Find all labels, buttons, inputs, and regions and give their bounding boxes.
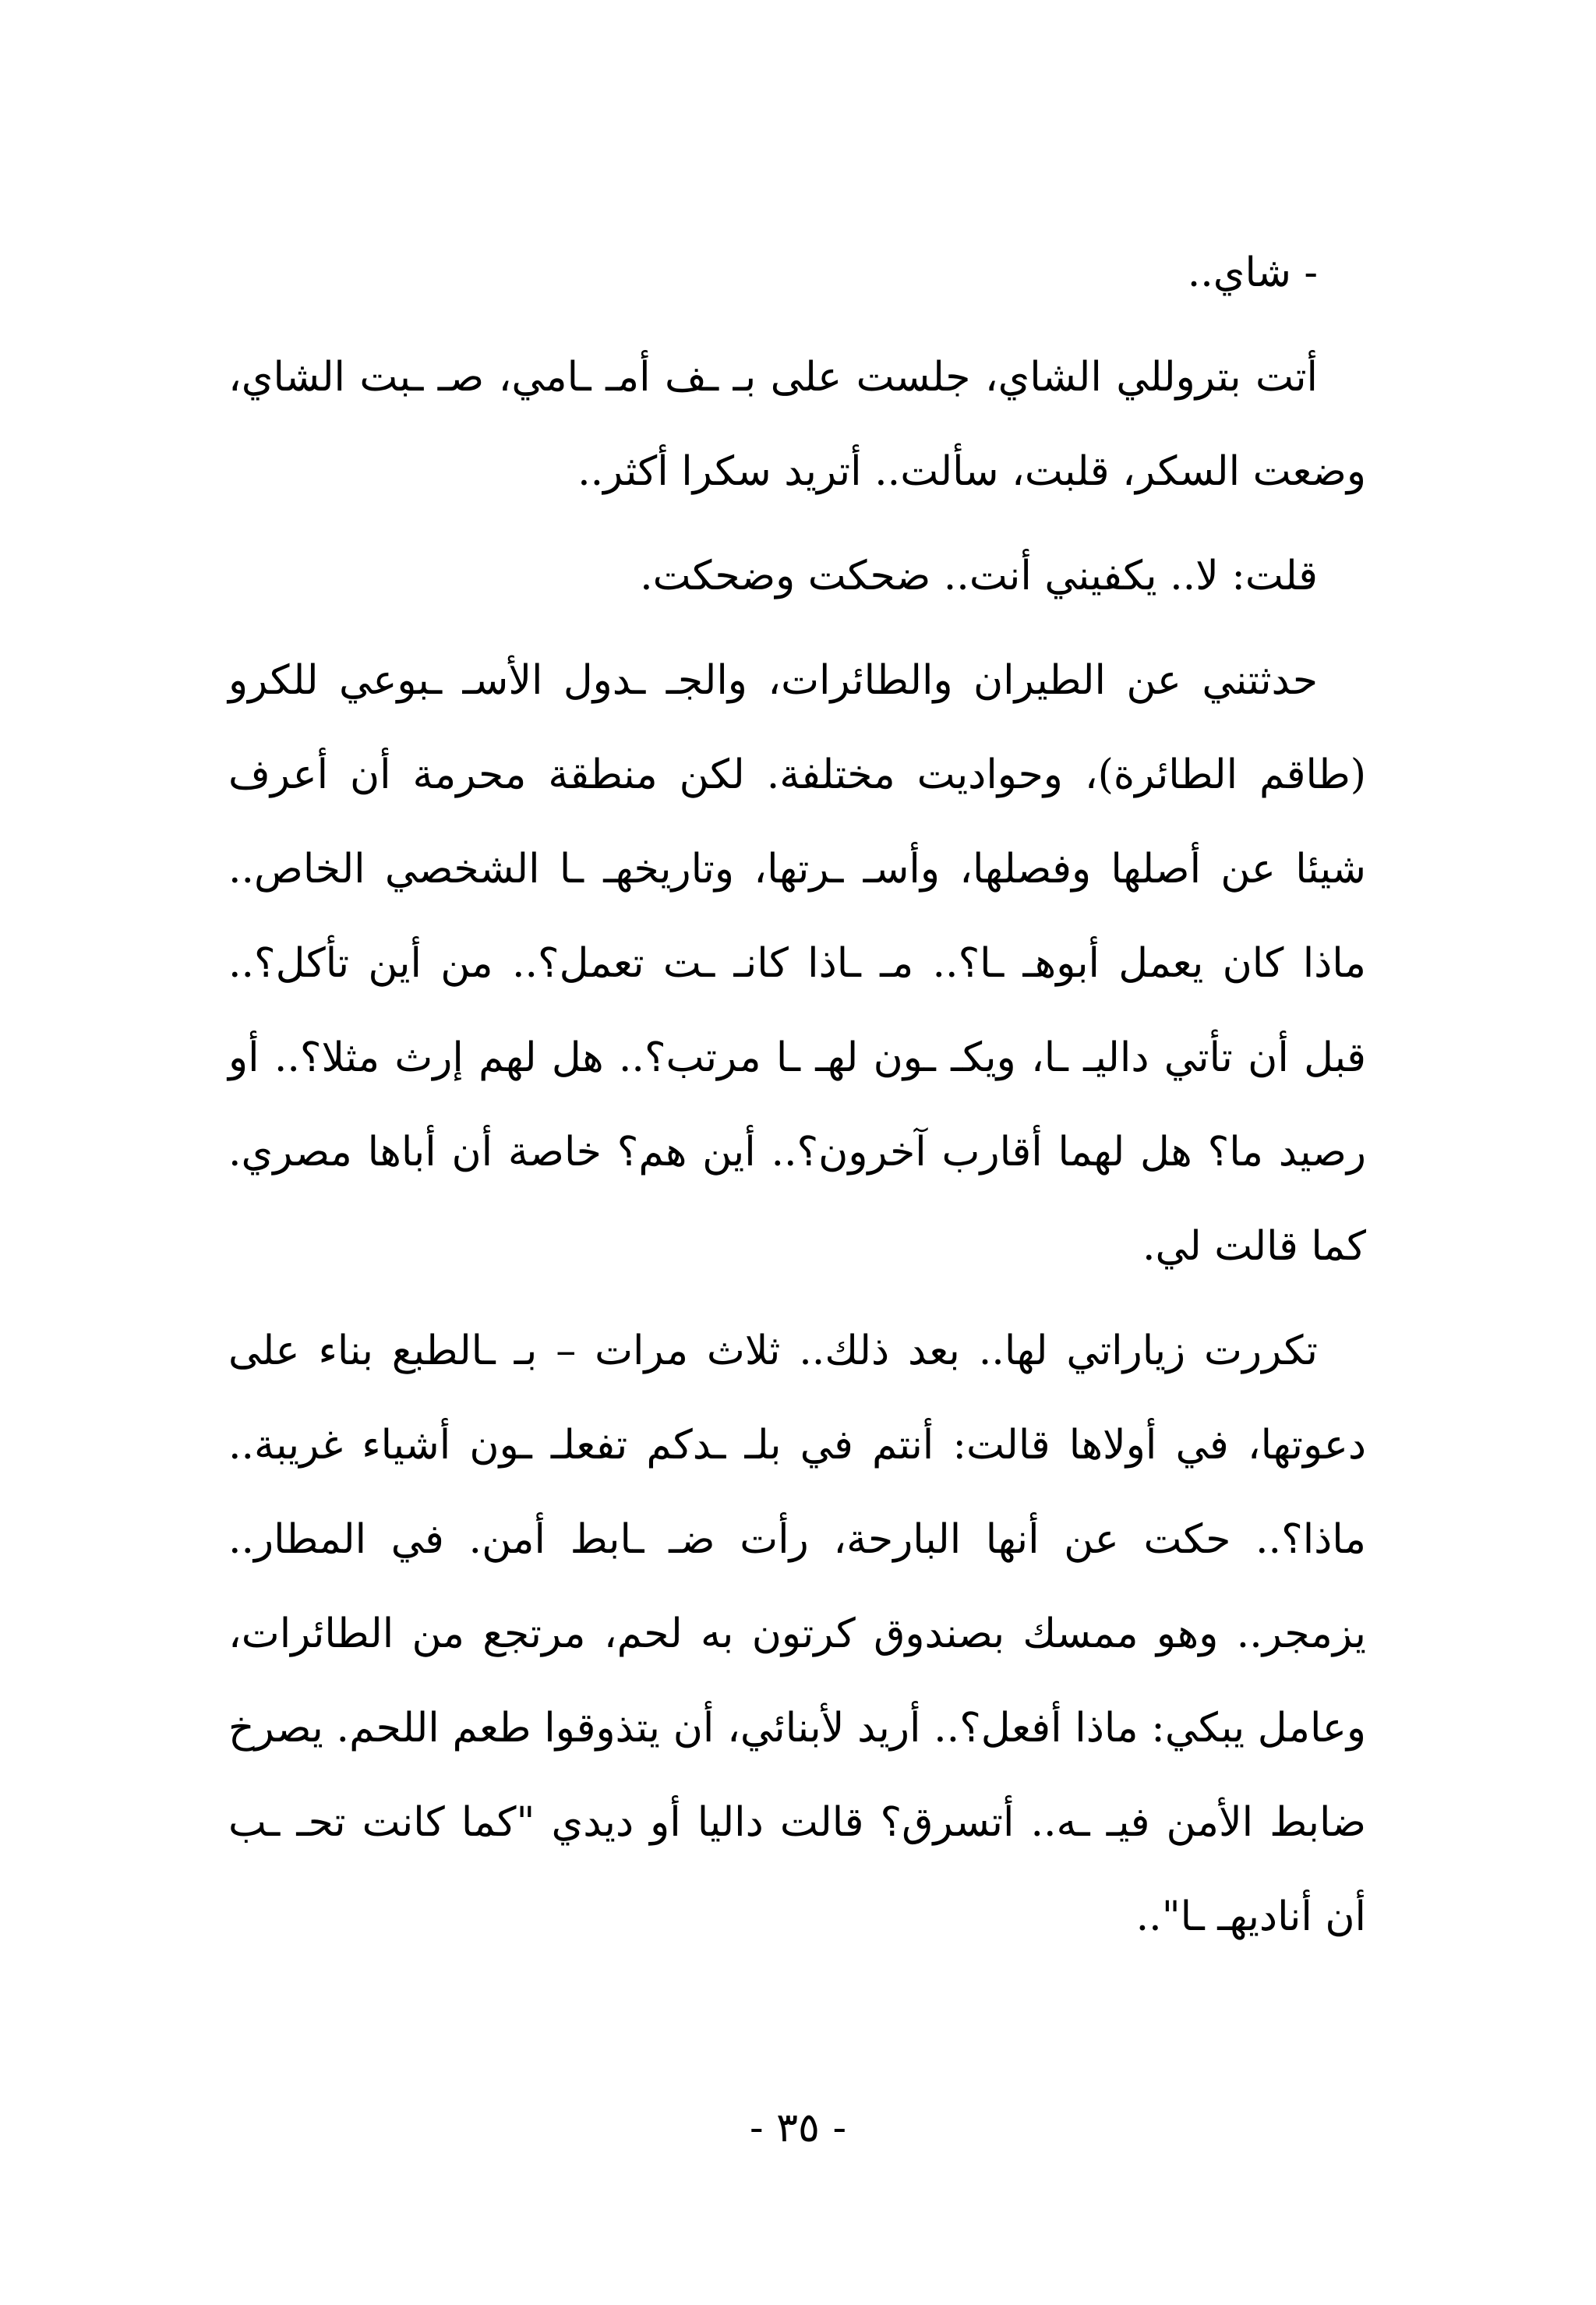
paragraph-dialog-tea: - شاي.. — [1187, 249, 1318, 296]
paragraph-repeated-visits: تكررت زياراتي لها.. بعد ذلك.. ثلاث مرات – بـ ـالطبع بناء على دعوتها، في أولاها قالت: أنتم في بلـ ـدكم تفعلـ ـون أشياء غريبة.. ماذا؟.. حكت عن أنها البارحة، رأت ضـ ـابط أمن. في المطار.. يزمجر.. وهو ممسك بصندوق كرتون به لحم، مرتجع من الطائرات، وعامل يبكي: ماذا أفعل؟.. أريد لأبنائي، أن يتذوقوا طعم اللحم. يصرخ ضابط الأمن فيـ ـه.. أتسرق؟ قالت داليا أو ديدي "كما كانت تحـ ـب أن أناديهـ ـا".. — [228, 1327, 1367, 1940]
paragraph-tea-trolley: أتت بتروللي الشاي، جلست على بـ ـف أمـ ـامي، صـ ـبت الشاي، وضعت السكر، قلبت، سألت.. أتريد سكرا أكثر.. — [228, 354, 1366, 495]
page-number: - ٣٥ - — [749, 2105, 847, 2151]
paragraph-aviation-talk: حدثتني عن الطيران والطائرات، والجـ ـدول الأسـ ـبوعي للكرو (طاقم الطائرة)، وحواديت مختلفة. لكن منطقة محرمة أن أعرف شيئا عن أصلها وفصلها، وأسـ ـرتها، وتاريخهـ ـا الشخصي الخاص.. ماذا كان يعمل أبوهـ ـا؟.. مـ ـاذا كانـ ـت تعمل؟.. من أين تأكل؟.. قبل أن تأتي داليـ ـا، ويكـ ـون لهـ ـا مرتب؟.. هل لهم إرث مثلا؟.. أو رصيد ما؟ هل لهما أقارب آخرون؟.. أين هم؟ خاصة أن أباها مصري. كما قالت لي. — [228, 657, 1366, 1270]
body-text — [228, 226, 1366, 1964]
paragraph-dialog-enough: قلت: لا.. يكفيني أنت.. ضحكت وضحكت. — [640, 553, 1318, 599]
